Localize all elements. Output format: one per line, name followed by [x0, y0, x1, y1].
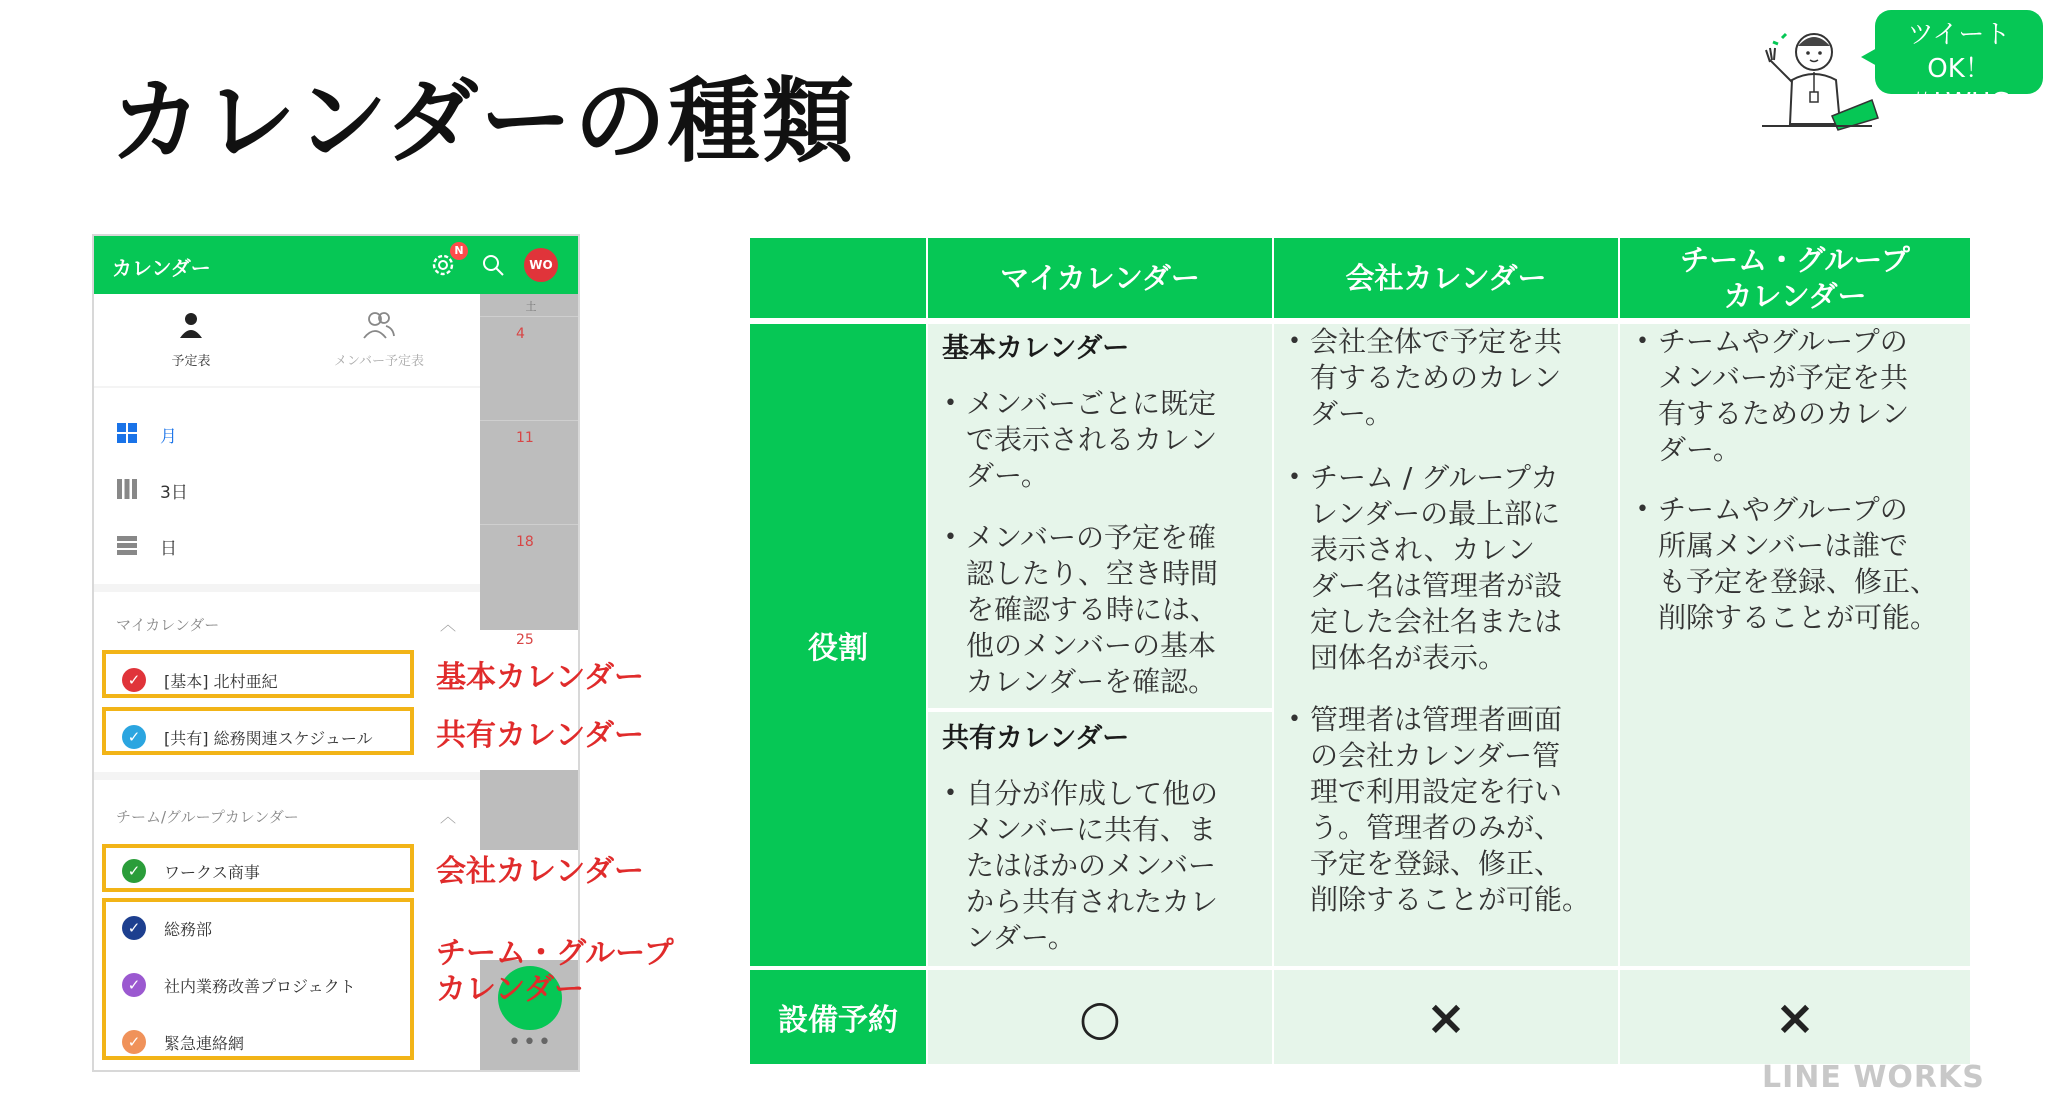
bullet-text: • 会社全体で予定を共 有するためのカレン ダー。	[1310, 324, 1562, 432]
divider	[94, 772, 480, 780]
tab-member-schedule-label: メンバー予定表	[333, 354, 425, 369]
callout-company: 会社カレンダー	[436, 854, 645, 889]
calendar-name: ワークス商事	[164, 863, 260, 882]
notification-badge: N	[450, 242, 468, 260]
bullet-text: • チーム / グループカ レンダーの最上部に 表示され、カレン ダー名は管理者が設 定した会社名または 団体名が表示。	[1310, 460, 1562, 676]
grid-icon	[116, 422, 138, 444]
callout-basic: 基本カレンダー	[436, 660, 645, 695]
col-header: マイカレンダー	[928, 238, 1272, 318]
grid-line	[480, 316, 580, 317]
date-number: 11	[516, 430, 534, 446]
calendar-name: [共有] 総務関連スケジュール	[164, 729, 373, 748]
basic-calendar-subtitle: 基本カレンダー	[942, 333, 1130, 364]
calendar-name: 総務部	[164, 920, 213, 939]
bullet-text: • メンバーの予定を確 認したり、空き時間 を確認する時には、 他のメンバーの基本 カレンダーを確認。	[966, 520, 1218, 700]
divider	[94, 386, 480, 388]
facility-team: ×	[1774, 990, 1816, 1046]
view-day-label: 日	[160, 539, 177, 559]
date-number: 4	[516, 326, 525, 342]
app-header	[94, 236, 580, 294]
callout-shared: 共有カレンダー	[436, 718, 645, 753]
check-icon[interactable]: ✓	[122, 725, 146, 749]
slide-title: カレンダーの種類	[110, 68, 857, 175]
check-icon[interactable]: ✓	[122, 916, 146, 940]
more-icon[interactable]: •••	[508, 1030, 553, 1055]
view-month[interactable]	[116, 418, 416, 448]
bullet-text: • チームやグループの メンバーが予定を共 有するためのカレン ダー。	[1658, 324, 1909, 468]
people-icon	[362, 310, 396, 340]
columns-icon	[116, 478, 138, 500]
chevron-up-icon[interactable]: ︿	[440, 807, 457, 826]
avatar[interactable]: WO	[524, 248, 558, 282]
callout-team: チーム・グループ カレンダー	[436, 936, 674, 1007]
check-icon[interactable]: ✓	[122, 668, 146, 692]
brand-logo: LINE WORKS	[1762, 1060, 1985, 1095]
highlight-shared-calendar	[102, 707, 414, 755]
my-calendar-section-title: マイカレンダー	[116, 616, 220, 634]
calendar-name: 緊急連絡網	[164, 1034, 245, 1053]
check-icon[interactable]: ✓	[122, 859, 146, 883]
highlight-team-calendars	[102, 898, 414, 1060]
chevron-up-icon[interactable]: ︿	[440, 615, 457, 634]
view-day[interactable]	[116, 530, 416, 560]
weekday-label: 土	[525, 300, 537, 313]
calendar-name: 社内業務改善プロジェクト	[164, 977, 356, 996]
app-header-title: カレンダー	[112, 256, 211, 280]
bullet-text: • チームやグループの 所属メンバーは誰で も予定を登録、修正、 削除することが可能。	[1658, 492, 1938, 636]
bubble-line-2: ＃LWUG	[1907, 88, 2011, 118]
search-icon[interactable]	[480, 252, 506, 278]
mascot-illustration-icon	[1762, 20, 1882, 135]
date-number: 18	[516, 534, 534, 550]
highlight-company-calendar	[102, 844, 414, 892]
view-3day-label: 3日	[160, 483, 188, 503]
rows-icon	[116, 534, 138, 556]
tab-schedule[interactable]	[116, 310, 266, 369]
view-month-label: 月	[160, 427, 177, 447]
bubble-line-1: ツイート OK！	[1907, 20, 2011, 84]
date-number: 25	[516, 632, 534, 648]
row-header: 役割	[750, 324, 926, 966]
col-header: チーム・グループ カレンダー	[1620, 238, 1970, 318]
facility-company: ×	[1425, 990, 1467, 1046]
bullet-text: • 管理者は管理者画面 の会社カレンダー管 理で利用設定を行い う。管理者のみが、 予定を登録、修正、 削除することが可能。	[1310, 702, 1590, 918]
check-icon[interactable]: ✓	[122, 1030, 146, 1054]
person-icon	[176, 310, 206, 340]
shared-calendar-subtitle: 共有カレンダー	[942, 723, 1130, 754]
col-header: 会社カレンダー	[1274, 238, 1618, 318]
facility-my: ○	[1079, 990, 1121, 1046]
check-icon[interactable]: ✓	[122, 973, 146, 997]
bullet-text: • 自分が作成して他の メンバーに共有、ま たはほかのメンバー から共有されたカレ ンダー。	[966, 776, 1218, 956]
team-calendar-section-title: チーム/グループカレンダー	[116, 808, 299, 826]
grid-line	[480, 524, 580, 525]
row-header: 設備予約	[750, 970, 926, 1064]
tab-schedule-label: 予定表	[171, 354, 211, 369]
divider	[94, 584, 480, 592]
comparison-table	[750, 238, 1970, 1064]
speech-bubble	[1875, 10, 2043, 118]
table-corner	[750, 238, 926, 318]
tab-member-schedule[interactable]	[304, 310, 454, 369]
grid-line	[480, 420, 580, 421]
highlight-basic-calendar	[102, 650, 414, 698]
bullet-text: • メンバーごとに既定 で表示されるカレン ダー。	[966, 386, 1217, 494]
view-3day[interactable]	[116, 474, 416, 504]
calendar-name: [基本] 北村亜紀	[164, 672, 278, 691]
